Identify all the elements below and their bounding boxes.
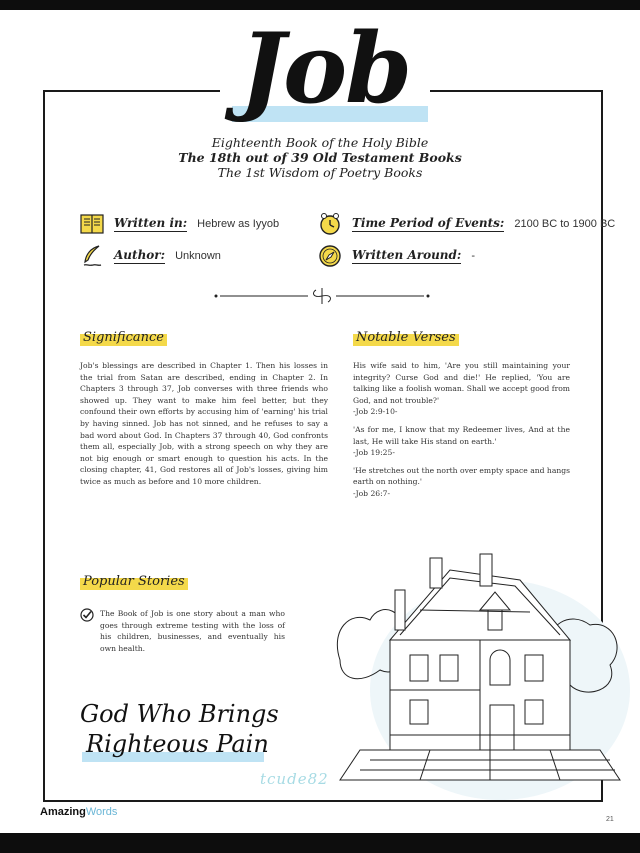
- brand-part-2: Words: [85, 806, 118, 818]
- written-in-label: Written in:: [114, 216, 188, 230]
- written-around-value: -: [471, 250, 476, 262]
- quill-icon: [80, 244, 104, 268]
- bottom-bar: [0, 833, 640, 853]
- check-icon: [80, 608, 94, 622]
- tagline-line-2: Righteous Pain: [86, 730, 269, 758]
- ornamental-divider: [212, 286, 432, 306]
- verse-text: His wife said to him, 'Are you still maintaining your integrity? Curse God and die!' He replied, 'You are talking like a foolish woman. Shall we accept good from God, and not trouble?': [353, 361, 570, 405]
- written-in-value: Hebrew as Iyyob: [197, 218, 280, 230]
- time-period-value: 2100 BC to 1900 BC: [514, 218, 616, 230]
- story-item: [80, 608, 285, 654]
- info-written-in: [80, 212, 279, 236]
- author-label: Author:: [114, 248, 166, 262]
- verse-ref: -Job 2:9-10-: [353, 407, 398, 417]
- verse-ref: -Job 26:7-: [353, 488, 391, 498]
- info-author: [80, 244, 221, 268]
- verse-text: 'As for me, I know that my Redeemer lives, And at the last, He will take His stand on earth.': [353, 424, 570, 446]
- popular-stories-heading: Popular Stories: [80, 574, 188, 589]
- info-time-period: [318, 212, 615, 236]
- artist-signature: tcude82: [260, 770, 329, 788]
- time-period-label: Time Period of Events:: [352, 216, 505, 230]
- verse-item: [353, 360, 570, 418]
- info-written-around: [318, 244, 475, 268]
- verse-item: [353, 424, 570, 459]
- notable-verses-list: [353, 360, 570, 506]
- story-text: The Book of Job is one story about a man who goes through extreme testing with the loss of his children, businesses, and eventually his own health.: [100, 609, 285, 653]
- page-number: 21: [606, 816, 614, 823]
- verse-ref: -Job 19:25-: [353, 448, 395, 458]
- significance-heading: Significance: [80, 330, 167, 345]
- subtitle-line-3: The 1st Wisdom of Poetry Books: [217, 165, 423, 180]
- page-title: Job: [239, 12, 411, 125]
- subtitle-line-1: Eighteenth Book of the Holy Bible: [211, 135, 429, 150]
- verse-item: [353, 465, 570, 500]
- brand-part-1: Amazing: [40, 806, 86, 818]
- compass-icon: [318, 244, 342, 268]
- verse-text: 'He stretches out the north over empty space and hangs earth on nothing.': [353, 465, 570, 487]
- clock-icon: [318, 212, 342, 236]
- top-bar: [0, 0, 640, 10]
- author-value: Unknown: [175, 250, 221, 262]
- brand-logo: [40, 806, 117, 818]
- tagline-line-1: God Who Brings: [80, 700, 279, 728]
- subtitle-line-2: The 18th out of 39 Old Testament Books: [178, 150, 462, 165]
- house-illustration: [330, 540, 630, 810]
- book-icon: [80, 212, 104, 236]
- notable-verses-heading: Notable Verses: [353, 330, 459, 345]
- written-around-label: Written Around:: [352, 248, 462, 262]
- significance-text: Job's blessings are described in Chapter 1. Then his losses in the trial from Satan are described, ending in Chapter 2. In Chapters 3 through 37, Job converses with three friends who showed up. They want to make him feel better, but they confound their own efforts by accusing him of 'earning' his trial by having sinned. Job has not sinned, and he refuses to say a bad word about God. In Chapters 37 through 40, God confronts them all, especially Job, with a strong speech on why they are not big enough or smart enough to question his acts. In the closing chapter, 41, God restores all of Job's losses, giving him twice as much as before and 10 more children.: [80, 361, 328, 486]
